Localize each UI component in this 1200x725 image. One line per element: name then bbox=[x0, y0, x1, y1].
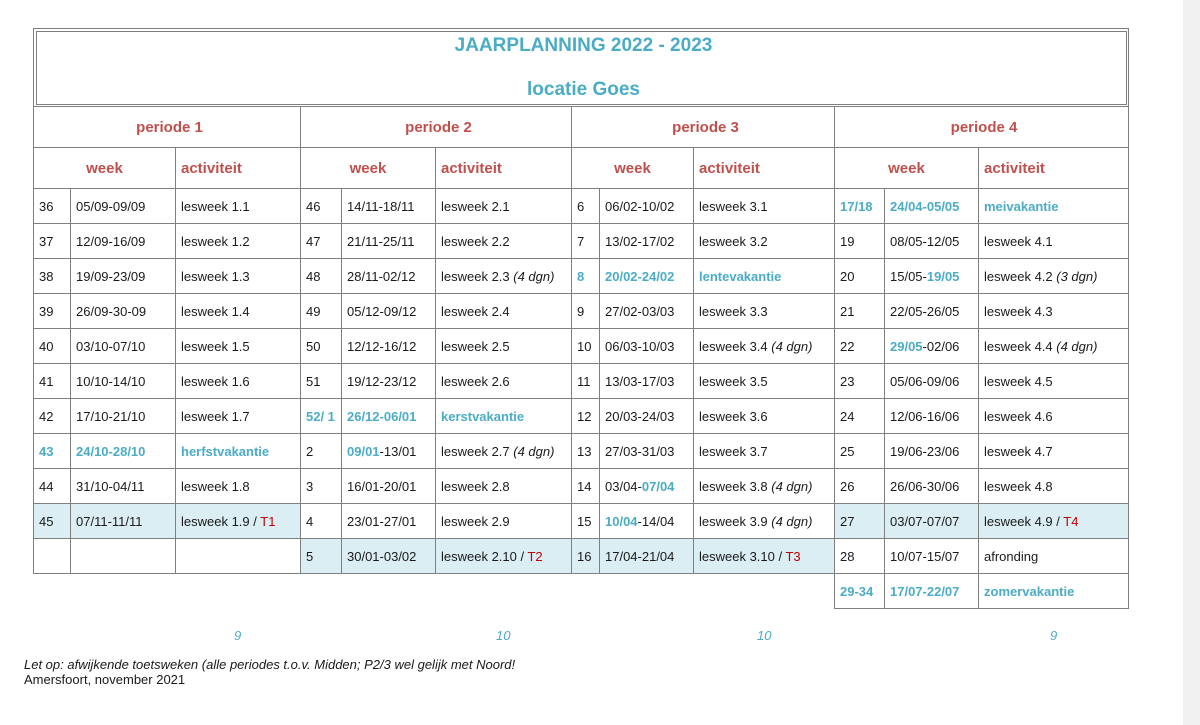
days-note: (4 dgn) bbox=[771, 513, 813, 529]
activity-label: meivakantie bbox=[984, 198, 1059, 214]
title-block bbox=[34, 29, 1129, 107]
table-row bbox=[34, 329, 1129, 364]
week-number-cell: 28 bbox=[835, 539, 885, 574]
activity-label: herfstvakantie bbox=[181, 443, 270, 459]
date-part: 07/04 bbox=[641, 478, 675, 494]
activity-cell bbox=[176, 469, 301, 504]
activity-label: lesweek 4.1 bbox=[984, 233, 1053, 249]
week-number-cell: 38 bbox=[34, 259, 71, 294]
footnote-signature: Amersfoort, november 2021 bbox=[24, 672, 186, 687]
activity-label: lesweek 3.9 bbox=[699, 513, 772, 529]
activity-cell bbox=[436, 189, 572, 224]
week-number-cell: 48 bbox=[301, 259, 342, 294]
page-title: JAARPLANNING 2022 - 2023 bbox=[454, 35, 713, 56]
date-range-cell: 08/05-12/05 bbox=[885, 224, 979, 259]
date-range-cell: 19/12-23/12 bbox=[342, 364, 436, 399]
activity-cell bbox=[436, 329, 572, 364]
activity-label: lesweek 3.7 bbox=[699, 443, 768, 459]
activity-label: lesweek 3.8 bbox=[699, 478, 772, 494]
week-number-cell: 10 bbox=[572, 329, 600, 364]
date-part: -02/06 bbox=[922, 338, 960, 354]
date-range-cell: 13/03-17/03 bbox=[600, 364, 694, 399]
activity-cell bbox=[176, 259, 301, 294]
table-row bbox=[34, 364, 1129, 399]
year-planning-table bbox=[33, 28, 1129, 609]
activity-label: lesweek 3.4 bbox=[699, 338, 772, 354]
activity-cell bbox=[694, 224, 835, 259]
activity-label: lesweek 1.4 bbox=[181, 303, 250, 319]
week-header: week bbox=[34, 148, 176, 189]
days-note: (4 dgn) bbox=[513, 443, 555, 459]
empty-span-cell bbox=[34, 574, 835, 609]
location-title: locatie Goes bbox=[527, 79, 640, 100]
activity-label: lesweek 3.10 / bbox=[699, 548, 786, 564]
period-4-total: 9 bbox=[1050, 628, 1058, 643]
activity-label: zomervakantie bbox=[984, 583, 1075, 599]
week-number-cell: 49 bbox=[301, 294, 342, 329]
activity-header: activiteit bbox=[979, 148, 1129, 189]
date-part: -14/04 bbox=[637, 513, 675, 529]
date-range-cell: 17/04-21/04 bbox=[600, 539, 694, 574]
date-range-cell: 26/12-06/01 bbox=[342, 399, 436, 434]
activity-cell bbox=[979, 224, 1129, 259]
week-number-cell: 47 bbox=[301, 224, 342, 259]
date-range-cell: 05/12-09/12 bbox=[342, 294, 436, 329]
week-number-cell: 36 bbox=[34, 189, 71, 224]
date-range-cell: 07/11-11/11 bbox=[71, 504, 176, 539]
week-header: week bbox=[572, 148, 694, 189]
date-range-cell: 05/09-09/09 bbox=[71, 189, 176, 224]
activity-label: lesweek 4.3 bbox=[984, 303, 1053, 319]
activity-cell bbox=[694, 259, 835, 294]
date-range-cell: 12/12-16/12 bbox=[342, 329, 436, 364]
date-range-cell bbox=[342, 434, 436, 469]
date-part: 03/04- bbox=[605, 478, 642, 494]
week-number-cell: 41 bbox=[34, 364, 71, 399]
week-number-cell: 44 bbox=[34, 469, 71, 504]
activity-cell bbox=[436, 434, 572, 469]
date-range-cell: 31/10-04/11 bbox=[71, 469, 176, 504]
date-range-cell bbox=[885, 259, 979, 294]
week-number-cell: 11 bbox=[572, 364, 600, 399]
period-2-header: periode 2 bbox=[301, 107, 572, 148]
week-number-cell: 5 bbox=[301, 539, 342, 574]
activity-label: lesweek 4.5 bbox=[984, 373, 1053, 389]
date-range-cell: 14/11-18/11 bbox=[342, 189, 436, 224]
date-part: 15/05- bbox=[890, 268, 927, 284]
week-header: week bbox=[835, 148, 979, 189]
table-row bbox=[34, 469, 1129, 504]
activity-cell bbox=[979, 504, 1129, 539]
date-range-cell: 06/03-10/03 bbox=[600, 329, 694, 364]
activity-cell bbox=[694, 539, 835, 574]
days-note: (4 dgn) bbox=[513, 268, 555, 284]
date-range-cell: 06/02-10/02 bbox=[600, 189, 694, 224]
activity-cell bbox=[694, 504, 835, 539]
week-number-cell: 13 bbox=[572, 434, 600, 469]
table-row bbox=[34, 224, 1129, 259]
date-range-cell: 19/06-23/06 bbox=[885, 434, 979, 469]
date-range-cell: 24/04-05/05 bbox=[885, 189, 979, 224]
activity-cell bbox=[176, 434, 301, 469]
activity-cell bbox=[979, 399, 1129, 434]
date-range-cell: 21/11-25/11 bbox=[342, 224, 436, 259]
week-number-cell: 52/ 1 bbox=[301, 399, 342, 434]
week-number-cell: 45 bbox=[34, 504, 71, 539]
activity-cell bbox=[694, 329, 835, 364]
activity-cell bbox=[979, 294, 1129, 329]
activity-cell bbox=[176, 294, 301, 329]
week-number-cell: 29-34 bbox=[835, 574, 885, 609]
activity-label: lesweek 3.5 bbox=[699, 373, 768, 389]
week-number-cell: 14 bbox=[572, 469, 600, 504]
period-1-header: periode 1 bbox=[34, 107, 301, 148]
week-header: week bbox=[301, 148, 436, 189]
date-part: 10/04 bbox=[605, 513, 638, 529]
date-range-cell: 03/10-07/10 bbox=[71, 329, 176, 364]
activity-cell bbox=[176, 504, 301, 539]
date-range-cell: 27/03-31/03 bbox=[600, 434, 694, 469]
week-number-cell: 50 bbox=[301, 329, 342, 364]
period-3-header: periode 3 bbox=[572, 107, 835, 148]
activity-cell bbox=[694, 399, 835, 434]
date-range-cell: 24/10-28/10 bbox=[71, 434, 176, 469]
date-part: 19/05 bbox=[926, 268, 960, 284]
activity-cell bbox=[436, 294, 572, 329]
week-number-cell: 51 bbox=[301, 364, 342, 399]
week-number-cell: 7 bbox=[572, 224, 600, 259]
empty-week-cell bbox=[34, 539, 71, 574]
table-row bbox=[34, 539, 1129, 574]
activity-label: lesweek 1.2 bbox=[181, 233, 250, 249]
activity-cell bbox=[979, 364, 1129, 399]
activity-cell bbox=[176, 364, 301, 399]
date-range-cell: 10/07-15/07 bbox=[885, 539, 979, 574]
empty-date-cell bbox=[71, 539, 176, 574]
activity-label: lesweek 1.1 bbox=[181, 198, 250, 214]
activity-label: lesweek 2.9 bbox=[441, 513, 510, 529]
period-4-header: periode 4 bbox=[835, 107, 1129, 148]
activity-cell bbox=[979, 259, 1129, 294]
week-number-cell: 8 bbox=[572, 259, 600, 294]
table-row bbox=[34, 294, 1129, 329]
activity-label: lesweek 2.2 bbox=[441, 233, 510, 249]
activity-label: lesweek 3.1 bbox=[699, 198, 768, 214]
activity-label: lesweek 3.3 bbox=[699, 303, 768, 319]
date-range-cell: 13/02-17/02 bbox=[600, 224, 694, 259]
period-2-total: 10 bbox=[496, 628, 511, 643]
week-number-cell: 22 bbox=[835, 329, 885, 364]
activity-cell bbox=[694, 469, 835, 504]
date-range-cell: 20/02-24/02 bbox=[600, 259, 694, 294]
date-range-cell bbox=[600, 504, 694, 539]
week-number-cell: 24 bbox=[835, 399, 885, 434]
date-range-cell: 26/06-30/06 bbox=[885, 469, 979, 504]
week-number-cell: 15 bbox=[572, 504, 600, 539]
activity-cell bbox=[979, 539, 1129, 574]
date-range-cell bbox=[600, 469, 694, 504]
week-number-cell: 37 bbox=[34, 224, 71, 259]
activity-label: lesweek 1.9 / bbox=[181, 513, 261, 529]
date-range-cell: 20/03-24/03 bbox=[600, 399, 694, 434]
activity-label: lesweek 1.5 bbox=[181, 338, 250, 354]
week-number-cell: 6 bbox=[572, 189, 600, 224]
activity-label: lesweek 4.4 bbox=[984, 338, 1057, 354]
date-range-cell: 19/09-23/09 bbox=[71, 259, 176, 294]
week-number-cell: 21 bbox=[835, 294, 885, 329]
date-range-cell: 12/06-16/06 bbox=[885, 399, 979, 434]
table-row bbox=[34, 189, 1129, 224]
activity-cell bbox=[694, 294, 835, 329]
activity-cell bbox=[979, 189, 1129, 224]
week-number-cell: 25 bbox=[835, 434, 885, 469]
week-number-cell: 12 bbox=[572, 399, 600, 434]
date-range-cell: 12/09-16/09 bbox=[71, 224, 176, 259]
activity-cell bbox=[979, 574, 1129, 609]
week-number-cell: 2 bbox=[301, 434, 342, 469]
week-number-cell: 3 bbox=[301, 469, 342, 504]
activity-label: lesweek 2.6 bbox=[441, 373, 510, 389]
week-number-cell: 9 bbox=[572, 294, 600, 329]
week-number-cell: 46 bbox=[301, 189, 342, 224]
activity-cell bbox=[436, 259, 572, 294]
date-range-cell: 17/10-21/10 bbox=[71, 399, 176, 434]
date-range-cell: 22/05-26/05 bbox=[885, 294, 979, 329]
days-note: (4 dgn) bbox=[771, 478, 813, 494]
test-week-label: T3 bbox=[785, 548, 801, 564]
date-range-cell: 03/07-07/07 bbox=[885, 504, 979, 539]
activity-label: lesweek 2.7 bbox=[441, 443, 514, 459]
date-range-cell: 23/01-27/01 bbox=[342, 504, 436, 539]
activity-header: activiteit bbox=[436, 148, 572, 189]
activity-cell bbox=[436, 364, 572, 399]
date-part: 29/05 bbox=[890, 338, 923, 354]
activity-cell bbox=[176, 329, 301, 364]
activity-cell bbox=[436, 224, 572, 259]
date-range-cell: 05/06-09/06 bbox=[885, 364, 979, 399]
activity-label: lesweek 2.8 bbox=[441, 478, 510, 494]
activity-cell bbox=[694, 364, 835, 399]
activity-header: activiteit bbox=[694, 148, 835, 189]
activity-label: lesweek 2.10 / bbox=[441, 548, 528, 564]
activity-label: lesweek 1.3 bbox=[181, 268, 250, 284]
activity-cell bbox=[176, 399, 301, 434]
activity-cell bbox=[176, 189, 301, 224]
date-range-cell bbox=[885, 329, 979, 364]
activity-cell bbox=[436, 539, 572, 574]
activity-header: activiteit bbox=[176, 148, 301, 189]
activity-label: lesweek 1.8 bbox=[181, 478, 250, 494]
date-range-cell: 16/01-20/01 bbox=[342, 469, 436, 504]
activity-label: lesweek 4.2 bbox=[984, 268, 1057, 284]
week-number-cell: 39 bbox=[34, 294, 71, 329]
activity-cell bbox=[694, 189, 835, 224]
date-range-cell: 17/07-22/07 bbox=[885, 574, 979, 609]
activity-label: lesweek 2.4 bbox=[441, 303, 510, 319]
activity-label: lesweek 1.6 bbox=[181, 373, 250, 389]
vertical-scrollbar[interactable] bbox=[1183, 0, 1200, 725]
footnote bbox=[24, 657, 515, 687]
date-range-cell: 27/02-03/03 bbox=[600, 294, 694, 329]
table-row bbox=[34, 399, 1129, 434]
table-row bbox=[34, 259, 1129, 294]
activity-label: lesweek 4.9 / bbox=[984, 513, 1064, 529]
table-row bbox=[34, 504, 1129, 539]
date-range-cell: 28/11-02/12 bbox=[342, 259, 436, 294]
activity-cell bbox=[979, 434, 1129, 469]
date-part: 09/01 bbox=[347, 443, 380, 459]
test-week-label: T2 bbox=[527, 548, 543, 564]
week-number-cell: 4 bbox=[301, 504, 342, 539]
activity-cell bbox=[979, 329, 1129, 364]
empty-activity-cell bbox=[176, 539, 301, 574]
footnote-warning: Let op: afwijkende toetsweken (alle periodes t.o.v. Midden; P2/3 wel gelijk met Noord! bbox=[24, 657, 516, 672]
days-note: (4 dgn) bbox=[1056, 338, 1098, 354]
period-1-total: 9 bbox=[234, 628, 242, 643]
activity-label: lentevakantie bbox=[699, 268, 782, 284]
activity-label: kerstvakantie bbox=[441, 408, 525, 424]
activity-label: afronding bbox=[984, 548, 1039, 564]
activity-cell bbox=[436, 504, 572, 539]
week-number-cell: 17/18 bbox=[835, 189, 885, 224]
activity-label: lesweek 3.2 bbox=[699, 233, 768, 249]
days-note: (4 dgn) bbox=[771, 338, 813, 354]
week-number-cell: 40 bbox=[34, 329, 71, 364]
activity-label: lesweek 2.5 bbox=[441, 338, 510, 354]
table-row bbox=[34, 434, 1129, 469]
activity-cell bbox=[979, 469, 1129, 504]
activity-cell bbox=[176, 224, 301, 259]
days-note: (3 dgn) bbox=[1056, 268, 1098, 284]
date-range-cell: 10/10-14/10 bbox=[71, 364, 176, 399]
date-part: -13/01 bbox=[379, 443, 417, 459]
week-number-cell: 43 bbox=[34, 434, 71, 469]
test-week-label: T4 bbox=[1063, 513, 1079, 529]
activity-label: lesweek 2.1 bbox=[441, 198, 510, 214]
week-number-cell: 26 bbox=[835, 469, 885, 504]
activity-label: lesweek 4.6 bbox=[984, 408, 1053, 424]
activity-cell bbox=[436, 399, 572, 434]
activity-label: lesweek 3.6 bbox=[699, 408, 768, 424]
week-number-cell: 27 bbox=[835, 504, 885, 539]
activity-label: lesweek 1.7 bbox=[181, 408, 250, 424]
week-number-cell: 23 bbox=[835, 364, 885, 399]
week-number-cell: 42 bbox=[34, 399, 71, 434]
week-number-cell: 19 bbox=[835, 224, 885, 259]
week-number-cell: 16 bbox=[572, 539, 600, 574]
activity-cell bbox=[694, 434, 835, 469]
week-number-cell: 20 bbox=[835, 259, 885, 294]
period-3-total: 10 bbox=[757, 628, 772, 643]
test-week-label: T1 bbox=[260, 513, 276, 529]
activity-cell bbox=[436, 469, 572, 504]
table-row bbox=[34, 574, 1129, 609]
activity-label: lesweek 2.3 bbox=[441, 268, 514, 284]
date-range-cell: 26/09-30-09 bbox=[71, 294, 176, 329]
activity-label: lesweek 4.8 bbox=[984, 478, 1053, 494]
activity-label: lesweek 4.7 bbox=[984, 443, 1053, 459]
date-range-cell: 30/01-03/02 bbox=[342, 539, 436, 574]
